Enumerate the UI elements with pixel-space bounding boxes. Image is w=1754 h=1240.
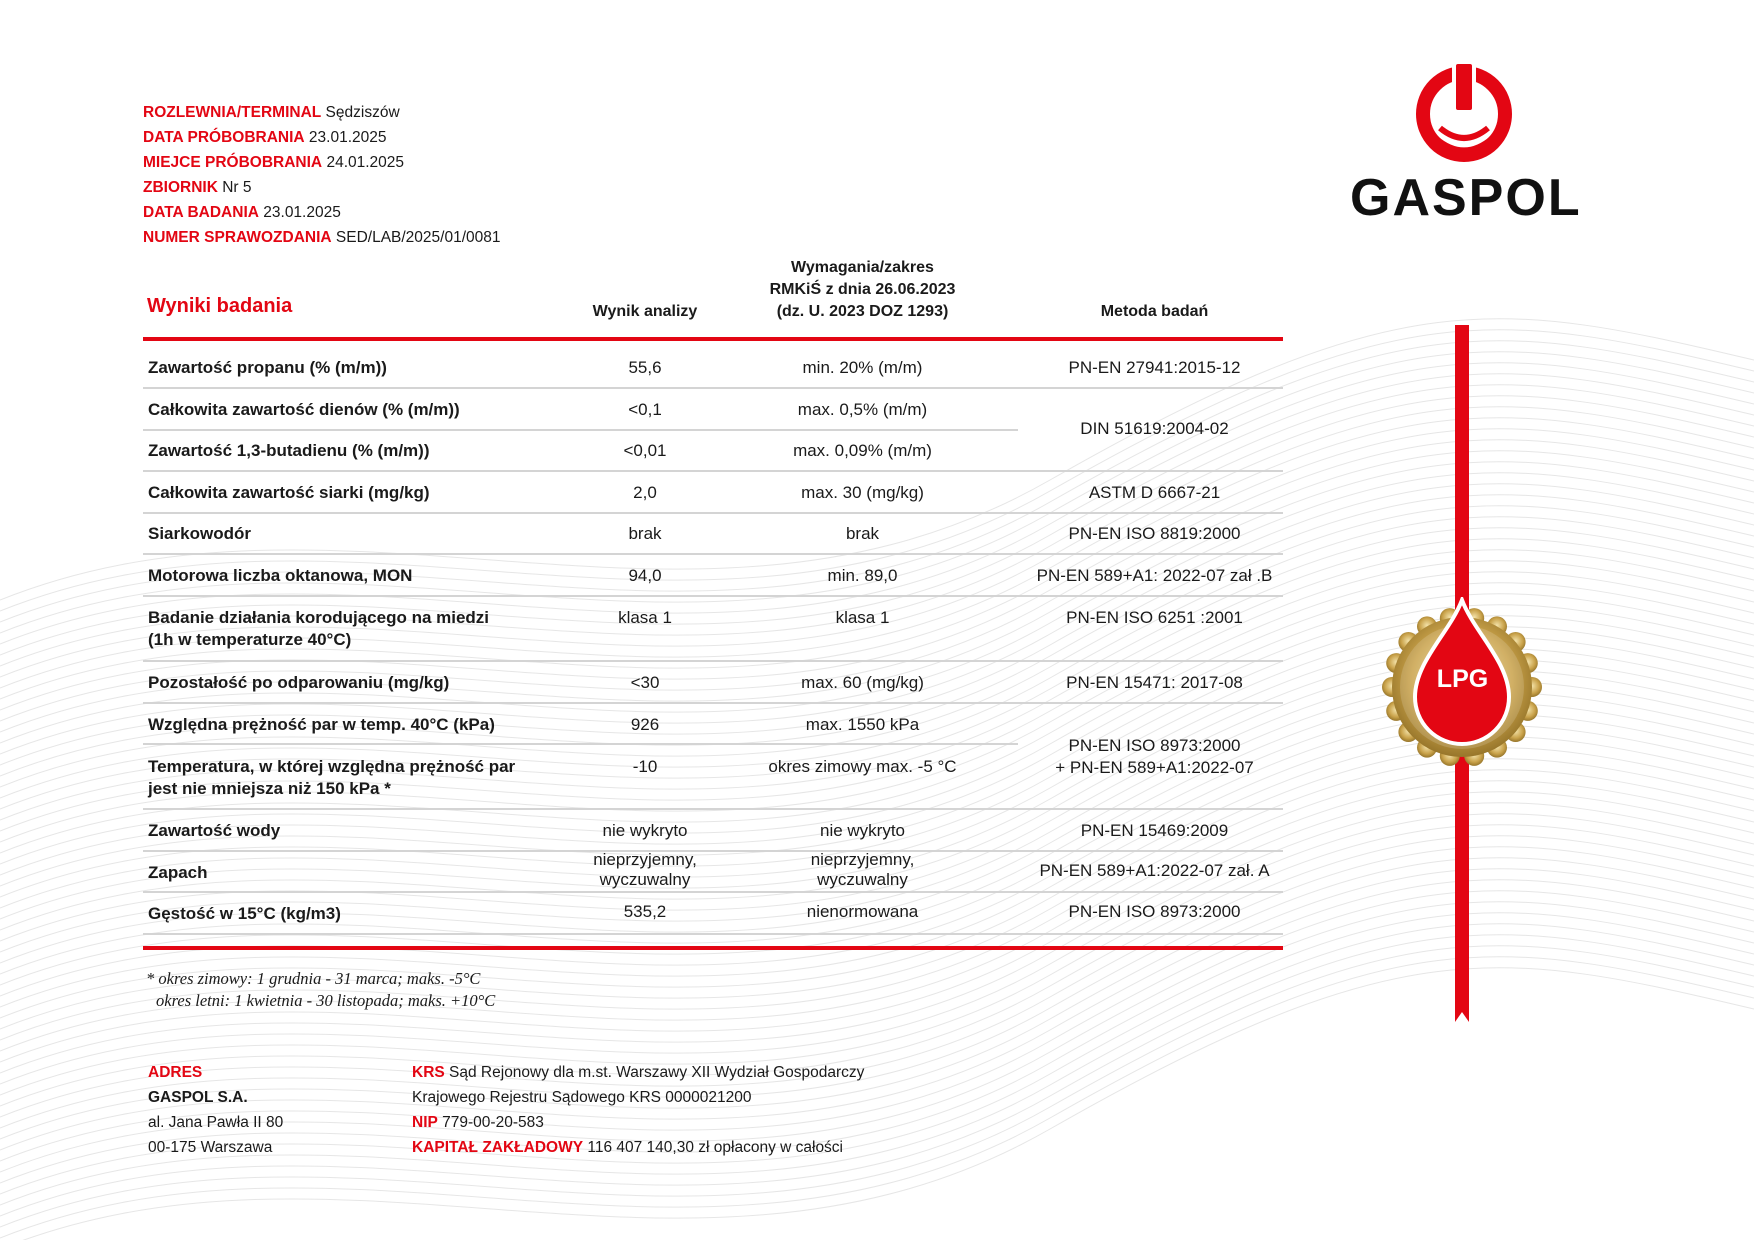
logo-wordmark: GASPOL	[1350, 169, 1582, 227]
row-divider	[143, 387, 1283, 389]
row-requirement: max. 0,5% (m/m)	[797, 400, 928, 419]
row-name: Zawartość 1,3-butadienu (% (m/m))	[148, 441, 430, 460]
row-requirement: min. 20% (m/m)	[802, 358, 923, 377]
row-name: Pozostałość po odparowaniu (mg/kg)	[148, 673, 450, 692]
row-divider	[143, 933, 1283, 935]
table-bottom-rule	[143, 946, 1283, 950]
row-name: Względna prężność par w temp. 40°C (kPa)	[148, 715, 495, 734]
row-divider	[143, 553, 1283, 555]
row-result: <30	[630, 673, 660, 692]
row-result: 55,6	[628, 358, 662, 377]
header-result: Wynik analizy	[592, 303, 698, 320]
row-result: <0,1	[628, 400, 662, 419]
meta-sampling-date: DATA PRÓBOBRANIA 23.01.2025	[143, 129, 387, 146]
meta-report-number: NUMER SPRAWOZDANIA SED/LAB/2025/01/0081	[143, 229, 501, 246]
row-name: Całkowita zawartość siarki (mg/kg)	[148, 483, 430, 502]
footer-registry: KRS Sąd Rejonowy dla m.st. Warszawy XII Wydział Gospodarczy Krajowego Rejestru Sądowego KRS 0000021200 NIP 779-00-20-583 KAPITAŁ ZAKŁADOWY 116 407 140,30 zł opłacony w całości	[412, 1064, 865, 1156]
row-requirement: brak	[845, 524, 880, 543]
row-name: Temperatura, w której względna prężność par jest nie mniejsza niż 150 kPa *	[148, 757, 516, 798]
row-method: PN-EN 15469:2009	[1080, 821, 1229, 840]
meta-terminal: ROZLEWNIA/TERMINAL Sędziszów	[143, 104, 400, 121]
row-name: Siarkowodór	[148, 524, 251, 543]
wave-line	[0, 803, 1754, 1084]
row-divider	[143, 743, 1018, 745]
row-requirement: max. 0,09% (m/m)	[793, 441, 932, 460]
lpg-drop-icon	[1380, 597, 1545, 797]
meta-test-date: DATA BADANIA 23.01.2025	[143, 204, 341, 221]
row-result: klasa 1	[618, 608, 672, 627]
ribbon-notch	[1455, 1012, 1469, 1022]
row-result: -10	[632, 757, 658, 776]
meta-sampling-place: MIEJCE PRÓBOBRANIA 24.01.2025	[143, 154, 405, 171]
table-title: Wyniki badania	[147, 295, 293, 317]
footnote: * okres zimowy: 1 grudnia - 31 marca; maks. -5°C okres letni: 1 kwietnia - 30 listopada; maks. +10°C	[146, 969, 496, 1010]
row-result: nieprzyjemny, wyczuwalny	[593, 850, 697, 889]
header-requirements: Wymagania/zakres RMKiŚ z dnia 26.06.2023 (dz. U. 2023 DOZ 1293)	[769, 259, 956, 320]
row-name: Całkowita zawartość dienów (% (m/m))	[148, 400, 460, 419]
row-requirement: min. 89,0	[827, 566, 898, 585]
row-method-merged: PN-EN ISO 8973:2000 + PN-EN 589+A1:2022-07	[1055, 736, 1254, 777]
row-method-merged: DIN 51619:2004-02	[1080, 419, 1229, 438]
row-divider	[143, 660, 1283, 662]
results-table-header	[143, 255, 1283, 335]
row-method: PN-EN 589+A1:2022-07 zał. A	[1039, 861, 1270, 880]
row-requirement: nieprzyjemny, wyczuwalny	[810, 850, 915, 889]
meta-tank: ZBIORNIK Nr 5	[143, 179, 252, 196]
header-method: Metoda badań	[1100, 303, 1209, 320]
row-result: brak	[628, 524, 662, 543]
row-result: nie wykryto	[602, 821, 688, 840]
row-name: Gęstość w 15°C (kg/m3)	[148, 904, 341, 923]
table-top-rule	[143, 337, 1283, 341]
row-requirement: max. 30 (mg/kg)	[801, 483, 924, 502]
row-method: PN-EN ISO 8819:2000	[1068, 524, 1241, 543]
report-meta	[143, 100, 501, 250]
row-requirement: okres zimowy max. -5 °C	[768, 757, 957, 776]
row-name: Badanie działania korodującego na miedzi (1h w temperaturze 40°C)	[148, 608, 490, 649]
row-method: ASTM D 6667-21	[1088, 483, 1221, 502]
row-name: Zapach	[148, 863, 208, 882]
row-divider	[143, 595, 1283, 597]
row-method: PN-EN ISO 8973:2000	[1068, 902, 1241, 921]
row-result: 926	[630, 715, 660, 734]
row-result: 94,0	[628, 566, 662, 585]
row-name: Zawartość wody	[148, 821, 281, 840]
row-method: PN-EN ISO 6251 :2001	[1066, 608, 1243, 627]
row-method: PN-EN 27941:2015-12	[1068, 358, 1241, 377]
row-result: 535,2	[623, 902, 667, 921]
row-divider	[143, 429, 1018, 431]
row-name: Motorowa liczba oktanowa, MON	[148, 566, 413, 585]
row-requirement: nie wykryto	[819, 821, 906, 840]
badge-label: LPG	[1436, 665, 1489, 693]
row-requirement: max. 60 (mg/kg)	[801, 673, 924, 692]
row-requirement: klasa 1	[835, 608, 890, 627]
row-divider	[143, 891, 1283, 893]
row-result: <0,01	[623, 441, 667, 460]
row-method: PN-EN 15471: 2017-08	[1066, 673, 1243, 692]
footer-address: ADRES GASPOL S.A. al. Jana Pawła II 80 00-175 Warszawa	[148, 1064, 284, 1156]
row-divider	[143, 512, 1283, 514]
row-divider	[143, 808, 1283, 810]
row-name: Zawartość propanu (% (m/m))	[148, 358, 387, 377]
row-requirement: nienormowana	[806, 902, 919, 921]
row-method: PN-EN 589+A1: 2022-07 zał .B	[1036, 566, 1273, 585]
row-result: 2,0	[633, 483, 657, 502]
row-requirement: max. 1550 kPa	[805, 715, 920, 734]
row-divider	[143, 702, 1283, 704]
row-divider	[143, 470, 1283, 472]
